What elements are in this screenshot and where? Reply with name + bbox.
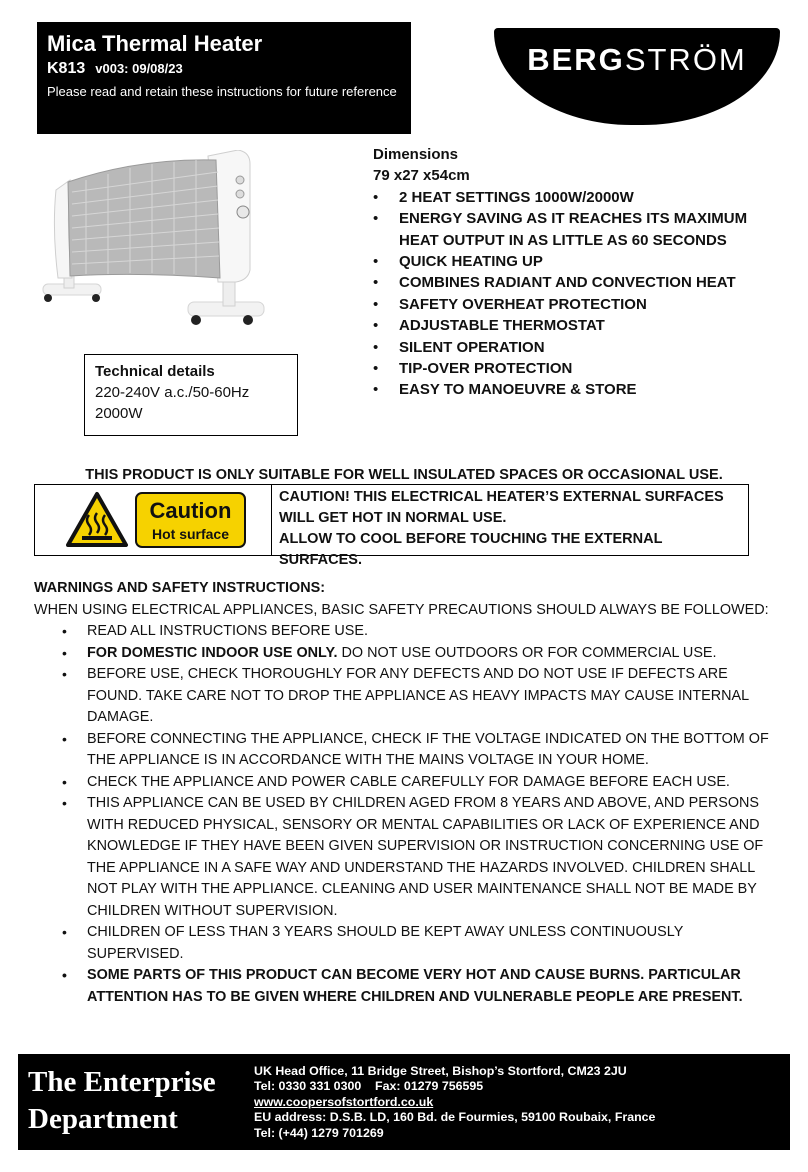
department-line-2: Department xyxy=(28,1103,178,1135)
warning-item-bold: FOR DOMESTIC INDOOR USE ONLY. xyxy=(87,644,338,661)
website-link[interactable]: www.coopersofstortford.co.uk xyxy=(254,1094,434,1109)
warnings-heading: WARNINGS AND SAFETY INSTRUCTIONS: xyxy=(34,580,326,596)
caution-badge-word: Caution xyxy=(149,498,232,523)
model-number: K813 xyxy=(47,60,86,77)
technical-voltage: 220-240V a.c./50-60Hz xyxy=(95,384,250,401)
model-line xyxy=(47,58,401,80)
feature-item: • QUICK HEATING UP xyxy=(373,251,773,272)
eu-phone: Tel: (+44) 1279 701269 xyxy=(254,1125,384,1140)
warnings-list xyxy=(34,621,769,1008)
hot-surface-warning-icon xyxy=(65,491,129,549)
technical-details-box xyxy=(84,354,298,436)
caution-line-2: WILL GET HOT IN NORMAL USE. xyxy=(279,510,507,526)
warning-item: • CHILDREN OF LESS THAN 3 YEARS SHOULD BE KEPT AWAY UNLESS CONTINUOUSLY SUPERVISED. xyxy=(34,922,769,965)
feature-item: • 2 HEAT SETTINGS 1000W/2000W xyxy=(373,187,773,208)
department-line-1: The Enterprise xyxy=(28,1066,216,1098)
warning-item: • READ ALL INSTRUCTIONS BEFORE USE. xyxy=(34,621,769,643)
dimensions-label: Dimensions xyxy=(373,146,459,163)
feature-item: • SAFETY OVERHEAT PROTECTION xyxy=(373,294,773,315)
warnings-intro: WHEN USING ELECTRICAL APPLIANCES, BASIC SAFETY PRECAUTIONS SHOULD ALWAYS BE FOLLOWED: xyxy=(34,601,769,618)
caution-text-cell xyxy=(279,487,745,571)
caution-sign-cell xyxy=(35,485,272,555)
feature-item: • TIP-OVER PROTECTION xyxy=(373,358,773,379)
caution-table xyxy=(34,484,749,568)
warnings-section xyxy=(34,578,769,1008)
caution-badge-subtitle: Hot surface xyxy=(151,526,230,542)
warning-item: • CHECK THE APPLIANCE AND POWER CABLE CAREFULLY FOR DAMAGE BEFORE EACH USE. xyxy=(34,772,769,794)
warning-item: • THIS APPLIANCE CAN BE USED BY CHILDREN AGED FROM 8 YEARS AND ABOVE, AND PERSONS WITH REDUCED PHYSICAL, SENSORY OR MENTAL CAPABILITIES OR LACK OF EXPERIENCE AND KNOWLEDGE IF THEY HAVE BEEN GIVEN SUPERVISION OR INSTRUCTION CONCERNING USE OF THE APPLIANCE IN A SAFE WAY AND UNDERSTAND THE HAZARDS INVOLVED. CHILDREN SHALL NOT PLAY WITH THE APPLIANCE. CLEANING AND USER MAINTENANCE SHALL NOT BE MADE BY CHILDREN WITHOUT SUPERVISION. xyxy=(34,793,769,922)
caution-line-3: ALLOW TO COOL BEFORE TOUCHING THE EXTERNAL SURFACES. xyxy=(279,531,663,568)
warning-item: • SOME PARTS OF THIS PRODUCT CAN BECOME VERY HOT AND CAUSE BURNS. PARTICULAR ATTENTION HAS TO BE GIVEN WHERE CHILDREN AND VULNERABLE PEOPLE ARE PRESENT. xyxy=(34,965,769,1008)
product-title: Mica Thermal Heater xyxy=(47,31,263,56)
footer-department-name xyxy=(28,1064,216,1138)
warning-item-text: DO NOT USE OUTDOORS OR FOR COMMERCIAL USE. xyxy=(341,644,717,661)
suitability-statement: THIS PRODUCT IS ONLY SUITABLE FOR WELL INSULATED SPACES OR OCCASIONAL USE. xyxy=(85,467,723,483)
feature-list xyxy=(373,187,773,401)
eu-address: EU address: D.S.B. LD, 160 Bd. de Fourmies, 59100 Roubaix, France xyxy=(254,1110,656,1125)
warning-item: • BEFORE CONNECTING THE APPLIANCE, CHECK IF THE VOLTAGE INDICATED ON THE BOTTOM OF THE APPLIANCE IS IN ACCORDANCE WITH THE MAINS VOLTAGE IN YOUR HOME. xyxy=(34,729,769,772)
brand-light: STRÖM xyxy=(624,42,747,77)
caution-badge xyxy=(135,492,246,548)
feature-item: • EASY TO MANOEUVRE & STORE xyxy=(373,379,773,400)
brand-bold: BERG xyxy=(527,42,625,77)
head-office-address: UK Head Office, 11 Bridge Street, Bishop’s Stortford, CM23 2JU xyxy=(254,1064,627,1078)
brand-logo-text xyxy=(494,40,780,80)
dimensions-value: 79 x27 x54cm xyxy=(373,167,470,185)
phone-fax: Tel: 0330 331 0300 Fax: 01279 756595 xyxy=(254,1079,484,1094)
heater-product-image xyxy=(38,150,268,340)
version-label: v003: 09/08/23 xyxy=(95,61,183,76)
footer-contact-info xyxy=(254,1064,655,1141)
caution-line-1: CAUTION! THIS ELECTRICAL HEATER’S EXTERNAL SURFACES xyxy=(279,489,724,505)
technical-details-title: Technical details xyxy=(95,363,215,380)
features-section xyxy=(373,144,773,401)
feature-item: • ENERGY SAVING AS IT REACHES ITS MAXIMUM HEAT OUTPUT IN AS LITTLE AS 60 SECONDS xyxy=(373,208,773,251)
feature-item: • COMBINES RADIANT AND CONVECTION HEAT xyxy=(373,272,773,293)
warning-item: • BEFORE USE, CHECK THOROUGHLY FOR ANY DEFECTS AND DO NOT USE IF DEFECTS ARE FOUND. TAKE CARE NOT TO DROP THE APPLIANCE AS HEAVY IMPACTS MAY CAUSE INTERNAL DAMAGE. xyxy=(34,664,769,729)
warning-item xyxy=(34,643,769,665)
header-banner xyxy=(37,22,411,134)
retain-instructions-note: Please read and retain these instructions for future reference xyxy=(47,84,397,99)
feature-item: • SILENT OPERATION xyxy=(373,337,773,358)
feature-item: • ADJUSTABLE THERMOSTAT xyxy=(373,315,773,336)
technical-power: 2000W xyxy=(95,405,143,422)
footer-banner xyxy=(18,1054,790,1150)
